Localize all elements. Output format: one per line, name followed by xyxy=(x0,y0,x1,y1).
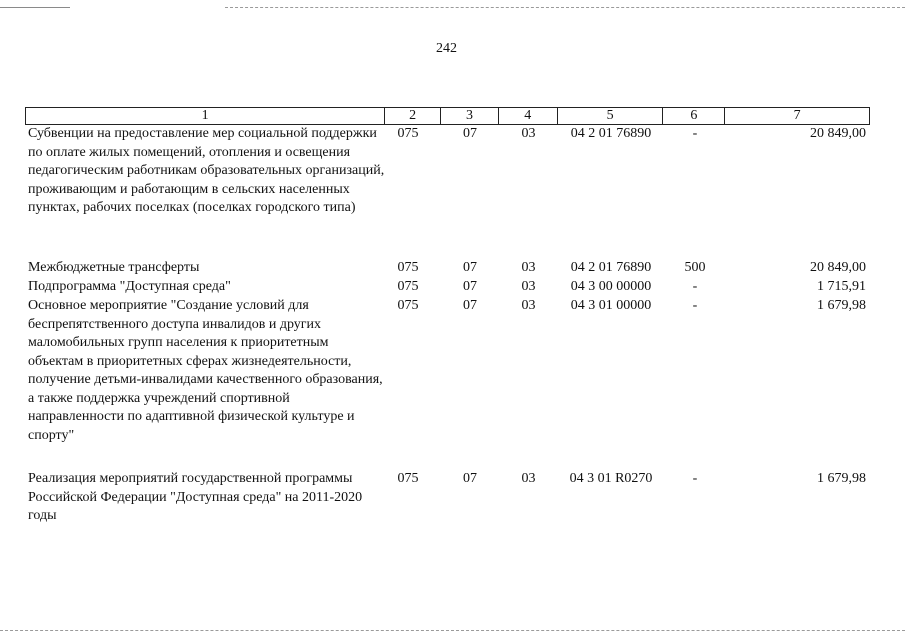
row-col-4: 03 xyxy=(521,260,536,275)
row-col-3: 07 xyxy=(463,471,477,486)
table-row xyxy=(25,259,870,278)
table-row xyxy=(25,470,870,526)
row-col-3: 07 xyxy=(463,260,477,275)
row-col-3: 07 xyxy=(463,298,477,313)
row-col-4: 03 xyxy=(521,471,536,486)
table-header xyxy=(25,107,870,125)
row-col-6: - xyxy=(692,298,698,313)
row-col-5: 04 3 01 R0270 xyxy=(569,471,653,486)
header-col-4: 4 xyxy=(499,108,558,124)
row-col-5: 04 2 01 76890 xyxy=(570,126,652,141)
row-col-4: 03 xyxy=(521,126,536,141)
header-col-1: 1 xyxy=(26,108,385,124)
header-col-5: 5 xyxy=(558,108,664,124)
header-col-2: 2 xyxy=(385,108,441,124)
row-col-5: 04 3 01 00000 xyxy=(570,298,652,313)
row-col-3: 07 xyxy=(463,279,477,294)
row-col-7: 1 715,91 xyxy=(817,279,866,294)
row-col-4: 03 xyxy=(521,279,536,294)
row-name: Реализация мероприятий государственной программы Российской Федерации "Доступная среда" на 2011-2020 годы xyxy=(28,471,363,523)
row-col-5: 04 3 00 00000 xyxy=(570,279,652,294)
table-row xyxy=(25,297,870,445)
header-col-3: 3 xyxy=(441,108,499,124)
row-col-7: 1 679,98 xyxy=(817,471,866,486)
row-col-6: - xyxy=(692,471,698,486)
row-col-2: 075 xyxy=(397,260,419,275)
row-col-3: 07 xyxy=(463,126,477,141)
top-rule xyxy=(225,7,905,8)
row-col-7: 20 849,00 xyxy=(810,126,866,141)
header-col-6: 6 xyxy=(663,108,725,124)
row-name: Субвенции на предоставление мер социальной поддержки по оплате жилых помещений, отопления и освещения педагогическим работникам образовательных организаций, проживающим и работающим в сельских населенных пунктах, рабочих поселках (поселках городского типа) xyxy=(28,126,385,215)
table-row xyxy=(25,278,870,297)
table-row xyxy=(25,125,870,218)
row-col-2: 075 xyxy=(397,471,419,486)
row-col-2: 075 xyxy=(397,279,419,294)
bottom-rule xyxy=(0,630,905,631)
row-col-5: 04 2 01 76890 xyxy=(570,260,652,275)
top-left-rule xyxy=(0,7,70,8)
page-number: 242 xyxy=(436,41,457,56)
row-name: Межбюджетные трансферты xyxy=(28,260,200,275)
row-col-7: 20 849,00 xyxy=(810,260,866,275)
row-col-2: 075 xyxy=(397,298,419,313)
row-col-6: - xyxy=(692,126,698,141)
row-col-7: 1 679,98 xyxy=(817,298,866,313)
row-col-4: 03 xyxy=(521,298,536,313)
row-col-6: 500 xyxy=(684,260,706,275)
row-col-2: 075 xyxy=(397,126,419,141)
header-col-7: 7 xyxy=(793,108,801,123)
row-col-6: - xyxy=(692,279,698,294)
row-name: Основное мероприятие "Создание условий для беспрепятственного доступа инвалидов и других маломобильных групп населения к приоритетным объектам в приоритетных сферах жизнедеятельности, получение детьми-инвалидами качественного образования, а также поддержка учреждений спортивной направленности по адаптивной физической культуре и спорту" xyxy=(28,298,383,443)
row-name: Подпрограмма "Доступная среда" xyxy=(28,279,231,294)
